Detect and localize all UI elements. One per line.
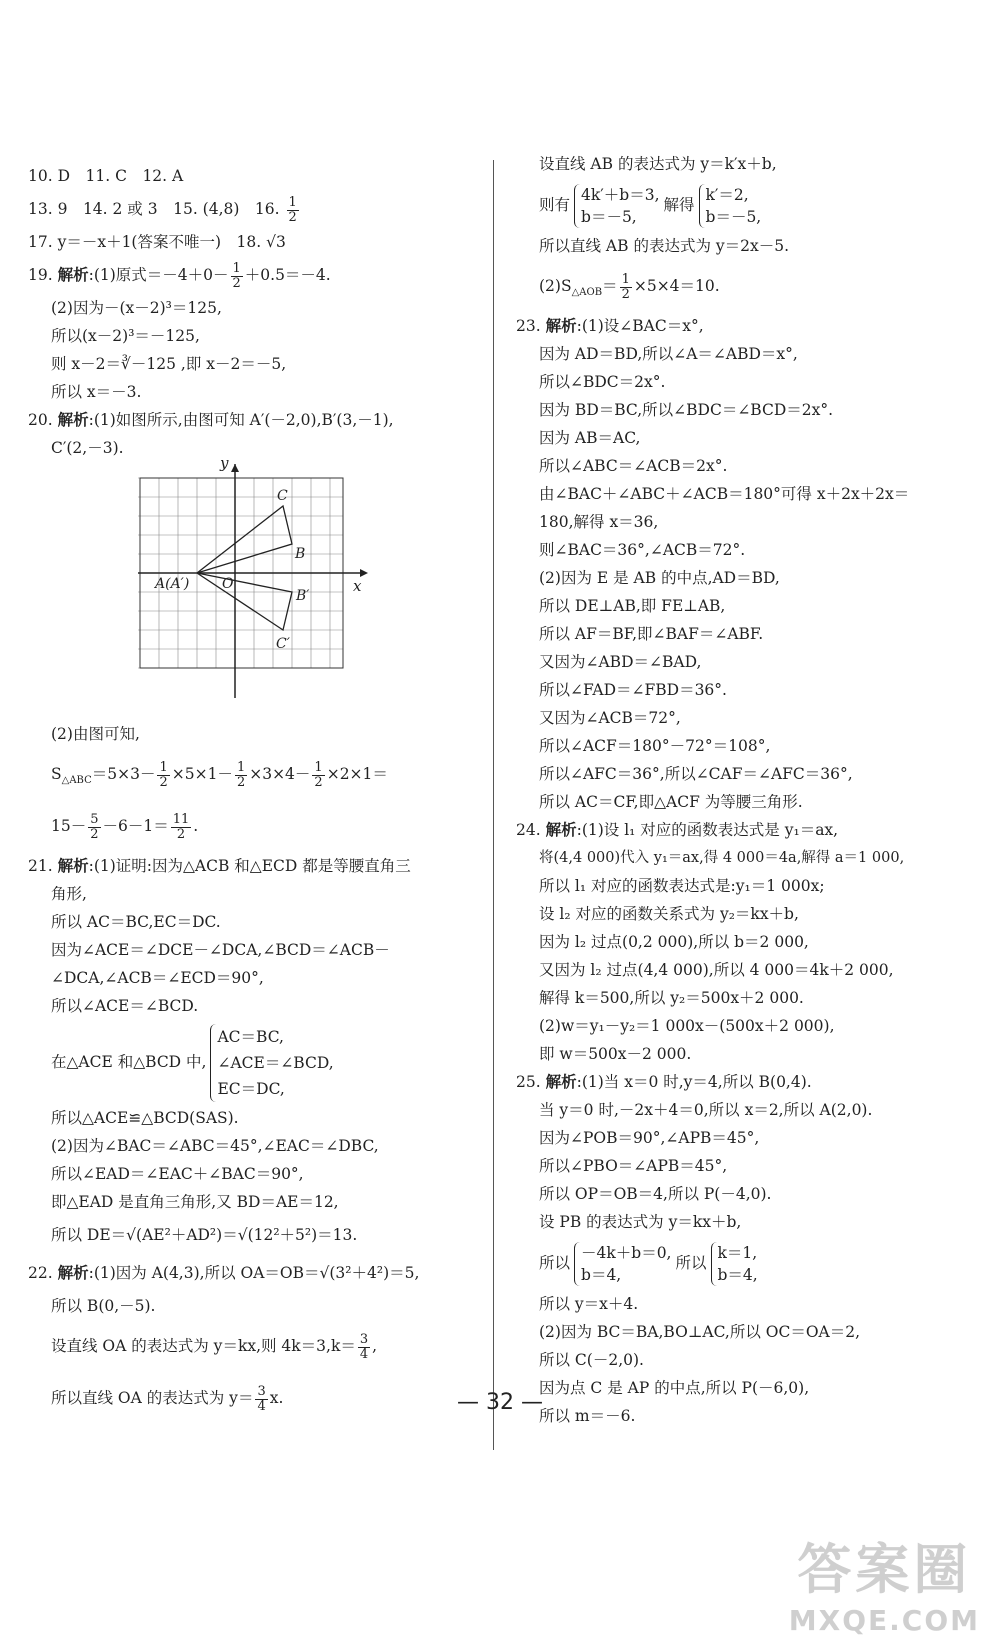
fraction: $\frac{3}{4}$ <box>359 1331 369 1362</box>
fraction: $\frac{1}{2}$ <box>159 759 168 790</box>
analysis-label: 解析 <box>57 265 89 284</box>
q23-line: 因为 BD＝BC,所以∠BDC＝∠BCD＝2x°. <box>539 401 834 419</box>
analysis-label: 解析 <box>57 410 89 429</box>
column-divider <box>493 160 494 1450</box>
q24-line: 将(4,4 000)代入 y₁＝ax,得 4 000＝4a,解得 a＝1 000, <box>539 850 905 866</box>
q21-line: 21. 解析:(1)证明:因为△ACB 和△ECD 都是等腰直角三 <box>28 856 411 875</box>
q23-line: 所以 AF＝BF,即∠BAF＝∠ABF. <box>539 625 764 643</box>
q25-line: (2)因为 BC＝BA,BO⊥AC,所以 OC＝OA＝2, <box>539 1323 861 1341</box>
q23-line: 所以∠BDC＝2x°. <box>539 373 666 391</box>
fraction: $\frac{1}{2}$ <box>232 260 241 291</box>
q24-line: 24. 解析:(1)设 l₁ 对应的函数表达式是 y₁＝ax, <box>516 820 839 839</box>
x-axis-arrow <box>360 569 368 577</box>
q21-line: 所以∠ACE＝∠BCD. <box>51 997 199 1015</box>
q24-line: 所以 l₁ 对应的函数表达式是:y₁＝1 000x; <box>539 877 825 895</box>
q23-line: 23. 解析:(1)设∠BAC＝x°, <box>516 316 704 335</box>
point-a-label: A(A′) <box>155 576 190 592</box>
q21-line: 所以△ACE≌△BCD(SAS). <box>51 1109 239 1127</box>
q21-line: 所以∠EAD＝∠EAC＋∠BAC＝90°, <box>51 1165 304 1183</box>
q21-line: ∠DCA,∠ACB＝∠ECD＝90°, <box>51 969 264 987</box>
watermark: 答案圈 MXQE.COM <box>788 1538 980 1637</box>
equation-system: k′＝2, b＝－5, <box>699 184 762 228</box>
analysis-label: 解析 <box>545 316 577 335</box>
q19-line: 所以(x－2)³＝－125, <box>51 327 200 345</box>
right-column <box>516 150 982 1430</box>
q22-line: 设直线 OA 的表达式为 y＝kx,则 4k＝3,k＝ $\frac{3}{4}$ , <box>51 1331 378 1362</box>
q24-line: 因为 l₂ 过点(0,2 000),所以 b＝2 000, <box>539 933 809 951</box>
equation-system: k＝1, b＝4, <box>711 1242 758 1286</box>
q22-line: $(2)S_{\triangle AOB}=$ $\frac{1}{2}$ ×5×4＝10. <box>539 271 720 302</box>
answer-text: 13. 9 14. 2 或 3 15. (4,8) 16. <box>28 200 285 218</box>
q21-line: 所以 DE＝√(AE²＋AD²)＝√(12²＋5²)＝13. <box>51 1226 358 1244</box>
q23-line: 所以∠ABC＝∠ACB＝2x°. <box>539 457 728 475</box>
q25-line: 设 PB 的表达式为 y＝kx＋b, <box>539 1213 742 1231</box>
page-number: — 32 — <box>457 1390 543 1415</box>
q25-line: 因为∠POB＝90°,∠APB＝45°, <box>539 1129 760 1147</box>
y-axis-label: y <box>220 454 229 472</box>
q25-line: 当 y＝0 时,－2x＋4＝0,所以 x＝2,所以 A(2,0). <box>539 1101 873 1119</box>
q20-line: C′(2,－3). <box>51 439 124 457</box>
q24-line: 又因为 l₂ 过点(4,4 000),所以 4 000＝4k＋2 000, <box>539 961 894 979</box>
fraction: $\frac{5}{2}$ <box>90 811 99 842</box>
origin-label: O <box>222 576 234 592</box>
point-c-label: C <box>277 488 288 504</box>
q23-line: 180,解得 x＝36, <box>539 513 659 531</box>
q23-line: (2)因为 E 是 AB 的中点,AD＝BD, <box>539 569 780 587</box>
q21-system-line: 在△ACE 和△BCD 中, AC＝BC, ∠ACE＝∠BCD, EC＝DC, <box>28 1020 490 1104</box>
q24-line: 设 l₂ 对应的函数关系式为 y₂＝kx＋b, <box>539 905 799 923</box>
answer-line: 17. y＝－x＋1(答案不唯一) 18. √3 <box>28 233 286 251</box>
q20-line: 20. 解析:(1)如图所示,由图可知 A′(－2,0),B′(3,－1), <box>28 410 394 429</box>
point-b2-label: B′ <box>296 588 310 604</box>
q22-line: 所以直线 AB 的表达式为 y＝2x－5. <box>539 237 790 255</box>
q25-system-line: 所以 －4k＋b＝0, b＝4, 所以 k＝1, b＝4, <box>539 1244 758 1284</box>
q21-line: 角形, <box>51 885 87 903</box>
fraction: $\frac{3}{4}$ <box>257 1383 266 1414</box>
q21-line: 即△EAD 是直角三角形,又 BD＝AE＝12, <box>51 1193 339 1211</box>
point-c2-label: C′ <box>276 636 290 652</box>
fraction: $\frac{1}{2}$ <box>314 759 323 790</box>
analysis-label: 解析 <box>545 1072 577 1091</box>
q23-line: 又因为∠ABD＝∠BAD, <box>539 653 702 671</box>
q21-line: 所以 AC＝BC,EC＝DC. <box>51 913 221 931</box>
q19-line: 所以 x＝－3. <box>51 383 142 401</box>
q24-line: 解得 k＝500,所以 y₂＝500x＋2 000. <box>539 989 804 1007</box>
analysis-label: 解析 <box>545 820 577 839</box>
answer-line: 10. D 11. C 12. A <box>28 167 184 185</box>
q22-system-line: 则有 4k′＋b＝3, b＝－5, 解得 k′＝2, b＝－5, <box>539 186 762 226</box>
q23-line: 所以∠FAD＝∠FBD＝36°. <box>539 681 727 699</box>
q23-line: 则∠BAC＝36°,∠ACB＝72°. <box>539 541 746 559</box>
answer-line <box>28 190 490 228</box>
q24-line: (2)w＝y₁－y₂＝1 000x－(500x＋2 000), <box>539 1017 835 1035</box>
analysis-label: 解析 <box>57 856 89 875</box>
q20-line: (2)由图可知, <box>51 725 140 743</box>
q23-line: 所以∠ACF＝180°－72°＝108°, <box>539 737 771 755</box>
coordinate-graph <box>138 454 378 708</box>
q25-line: 所以 y＝x＋4. <box>539 1295 639 1313</box>
q23-line: 所以∠AFC＝36°,所以∠CAF＝∠AFC＝36°, <box>539 765 853 783</box>
x-axis-label: x <box>353 577 362 595</box>
triangle-a2b2c2 <box>197 573 292 630</box>
q25-line: 所以 OP＝OB＝4,所以 P(－4,0). <box>539 1185 772 1203</box>
y-axis-arrow <box>231 464 239 472</box>
q23-line: 由∠BAC＋∠ABC＋∠ACB＝180°可得 x＋2x＋2x＝ <box>539 485 910 503</box>
q22-line: 所以直线 OA 的表达式为 y＝ $\frac{3}{4}$ x. <box>51 1383 284 1414</box>
fraction: $\frac{1}{2}$ <box>236 759 246 790</box>
q21-line: (2)因为∠BAC＝∠ABC＝45°,∠EAC＝∠DBC, <box>51 1137 379 1155</box>
q21-line: 因为∠ACE＝∠DCE－∠DCA,∠BCD＝∠ACB－ <box>51 941 390 959</box>
q23-line: 所以 DE⊥AB,即 FE⊥AB, <box>539 597 726 615</box>
equation-system: 4k′＋b＝3, b＝－5, <box>574 184 659 228</box>
q22-line: 所以 B(0,－5). <box>51 1297 156 1315</box>
equation-system: AC＝BC, ∠ACE＝∠BCD, EC＝DC, <box>210 1024 333 1102</box>
fraction: $\frac{1}{2}$ <box>288 194 297 225</box>
analysis-label: 解析 <box>57 1263 89 1282</box>
q22-line: 设直线 AB 的表达式为 y＝k′x＋b, <box>539 155 777 173</box>
left-column <box>28 162 490 1424</box>
q22-line: 22. 解析:(1)因为 A(4,3),所以 OA＝OB＝√(3²＋4²)＝5, <box>28 1263 420 1282</box>
q23-line: 因为 AB＝AC, <box>539 429 641 447</box>
q20-area-line: $S_{\triangle ABC}=5\times 3-$ $\frac{1}{2}$ ×5×1－ $\frac{1}{2}$ ×3×4－ $\frac{1}{2}$ ×2×1＝ <box>51 759 388 790</box>
q23-line: 所以 AC＝CF,即△ACF 为等腰三角形. <box>539 793 803 811</box>
fraction: $\frac{11}{2}$ <box>172 811 190 842</box>
q25-line: 所以∠PBO＝∠APB＝45°, <box>539 1157 728 1175</box>
q25-line: 25. 解析:(1)当 x＝0 时,y＝4,所以 B(0,4). <box>516 1072 812 1091</box>
q23-line: 又因为∠ACB＝72°, <box>539 709 681 727</box>
q19-line: 19. 解析:(1)原式＝－4＋0－ $\frac{1}{2}$ ＋0.5＝－4. <box>28 260 331 291</box>
q25-line: 所以 C(－2,0). <box>539 1351 644 1369</box>
q25-line: 因为点 C 是 AP 的中点,所以 P(－6,0), <box>539 1379 810 1397</box>
point-b-label: B <box>295 546 306 562</box>
q19-line: (2)因为－(x－2)³＝125, <box>51 299 222 317</box>
q24-line: 即 w＝500x－2 000. <box>539 1045 692 1063</box>
fraction: $\frac{1}{2}$ <box>621 271 630 302</box>
q20-area-line: 15－ $\frac{5}{2}$ －6－1＝ $\frac{11}{2}$ . <box>51 811 199 842</box>
q25-line: 所以 m＝－6. <box>539 1407 636 1425</box>
equation-system: －4k＋b＝0, b＝4, <box>574 1242 671 1286</box>
q19-line: 则 x－2＝∛－125 ,即 x－2＝－5, <box>51 355 287 373</box>
q23-line: 因为 AD＝BD,所以∠A＝∠ABD＝x°, <box>539 345 798 363</box>
